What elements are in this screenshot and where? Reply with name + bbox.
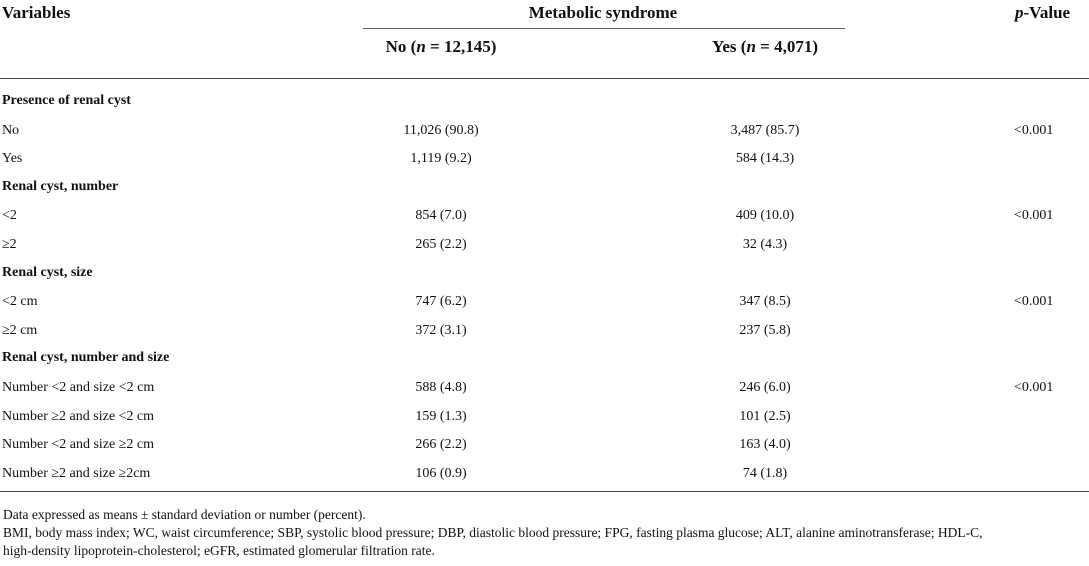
- cell-yes: 101 (2.5): [739, 408, 791, 424]
- section-title: Presence of renal cyst: [2, 93, 131, 108]
- cell-no: 588 (4.8): [415, 380, 467, 395]
- row-label: Number <2 and size ≥2 cm: [2, 437, 155, 453]
- no-n: n: [416, 37, 426, 56]
- cell-yes: 163 (4.0): [739, 437, 791, 453]
- no-label: No (: [385, 37, 417, 56]
- row-label: <2: [2, 208, 17, 224]
- header-rule: [0, 78, 1089, 79]
- cell-pvalue: <0.001: [1014, 294, 1054, 310]
- cell-yes: 584 (14.3): [735, 151, 795, 167]
- cell-no: 747 (6.2): [415, 294, 467, 310]
- yes-rest: = 4,071): [755, 37, 819, 56]
- row-label: Number <2 and size <2 cm: [2, 380, 155, 395]
- row-label: ≥2: [2, 237, 17, 252]
- section-title: Renal cyst, number: [2, 178, 119, 194]
- cell-no: 1,119 (9.2): [410, 151, 472, 167]
- cell-yes: 3,487 (85.7): [730, 122, 800, 138]
- pvalue-rest: -Value: [1023, 3, 1071, 22]
- footnote-1: Data expressed as means ± standard deviation or number (percent).: [3, 507, 366, 522]
- group-underline: [363, 28, 845, 29]
- column-header-pvalue: [1015, 3, 1070, 23]
- cell-pvalue: <0.001: [1014, 208, 1054, 224]
- cell-no: 11,026 (90.8): [403, 122, 479, 138]
- cell-no: 159 (1.3): [415, 408, 467, 424]
- row-label: Yes: [2, 151, 23, 167]
- row-label: Number ≥2 and size <2 cm: [2, 408, 155, 424]
- column-header-yes: [712, 37, 818, 57]
- row-label: No: [2, 122, 20, 138]
- cell-no: 372 (3.1): [415, 322, 467, 338]
- cell-pvalue: <0.001: [1014, 122, 1054, 138]
- cell-yes: 237 (5.8): [739, 322, 791, 338]
- no-rest: = 12,145): [425, 37, 497, 56]
- cell-yes: 347 (8.5): [739, 294, 791, 310]
- cell-no: 266 (2.2): [415, 437, 467, 453]
- footnote-3: high-density lipoprotein-cholesterol; eGFR, estimated glomerular filtration rate.: [3, 543, 435, 558]
- yes-n: n: [746, 37, 756, 56]
- cell-yes: 74 (1.8): [742, 465, 788, 481]
- column-header-no: [386, 37, 497, 57]
- cell-yes: 32 (4.3): [742, 237, 788, 252]
- pvalue-p: p: [1015, 3, 1024, 22]
- cell-no: 106 (0.9): [415, 465, 467, 481]
- cell-yes: 246 (6.0): [739, 380, 791, 395]
- section-title: Renal cyst, number and size: [2, 350, 170, 366]
- column-group-header: Metabolic syndrome: [528, 3, 678, 22]
- footnote-2: BMI, body mass index; WC, waist circumference; SBP, systolic blood pressure; DBP, diastolic blood pressure; FPG, fasting plasma glucose; ALT, alanine aminotransferase; HDL-C,: [3, 525, 983, 540]
- cell-no: 265 (2.2): [415, 237, 467, 252]
- row-label: Number ≥2 and size ≥2cm: [2, 465, 151, 481]
- bottom-rule: [0, 491, 1089, 492]
- yes-label: Yes (: [711, 37, 747, 56]
- row-label: <2 cm: [2, 294, 38, 310]
- row-label: ≥2 cm: [2, 322, 38, 338]
- cell-no: 854 (7.0): [415, 208, 467, 224]
- cell-pvalue: <0.001: [1014, 380, 1054, 395]
- cell-yes: 409 (10.0): [735, 208, 795, 224]
- column-header-variables: Variables: [2, 3, 71, 22]
- section-title: Renal cyst, size: [2, 264, 93, 280]
